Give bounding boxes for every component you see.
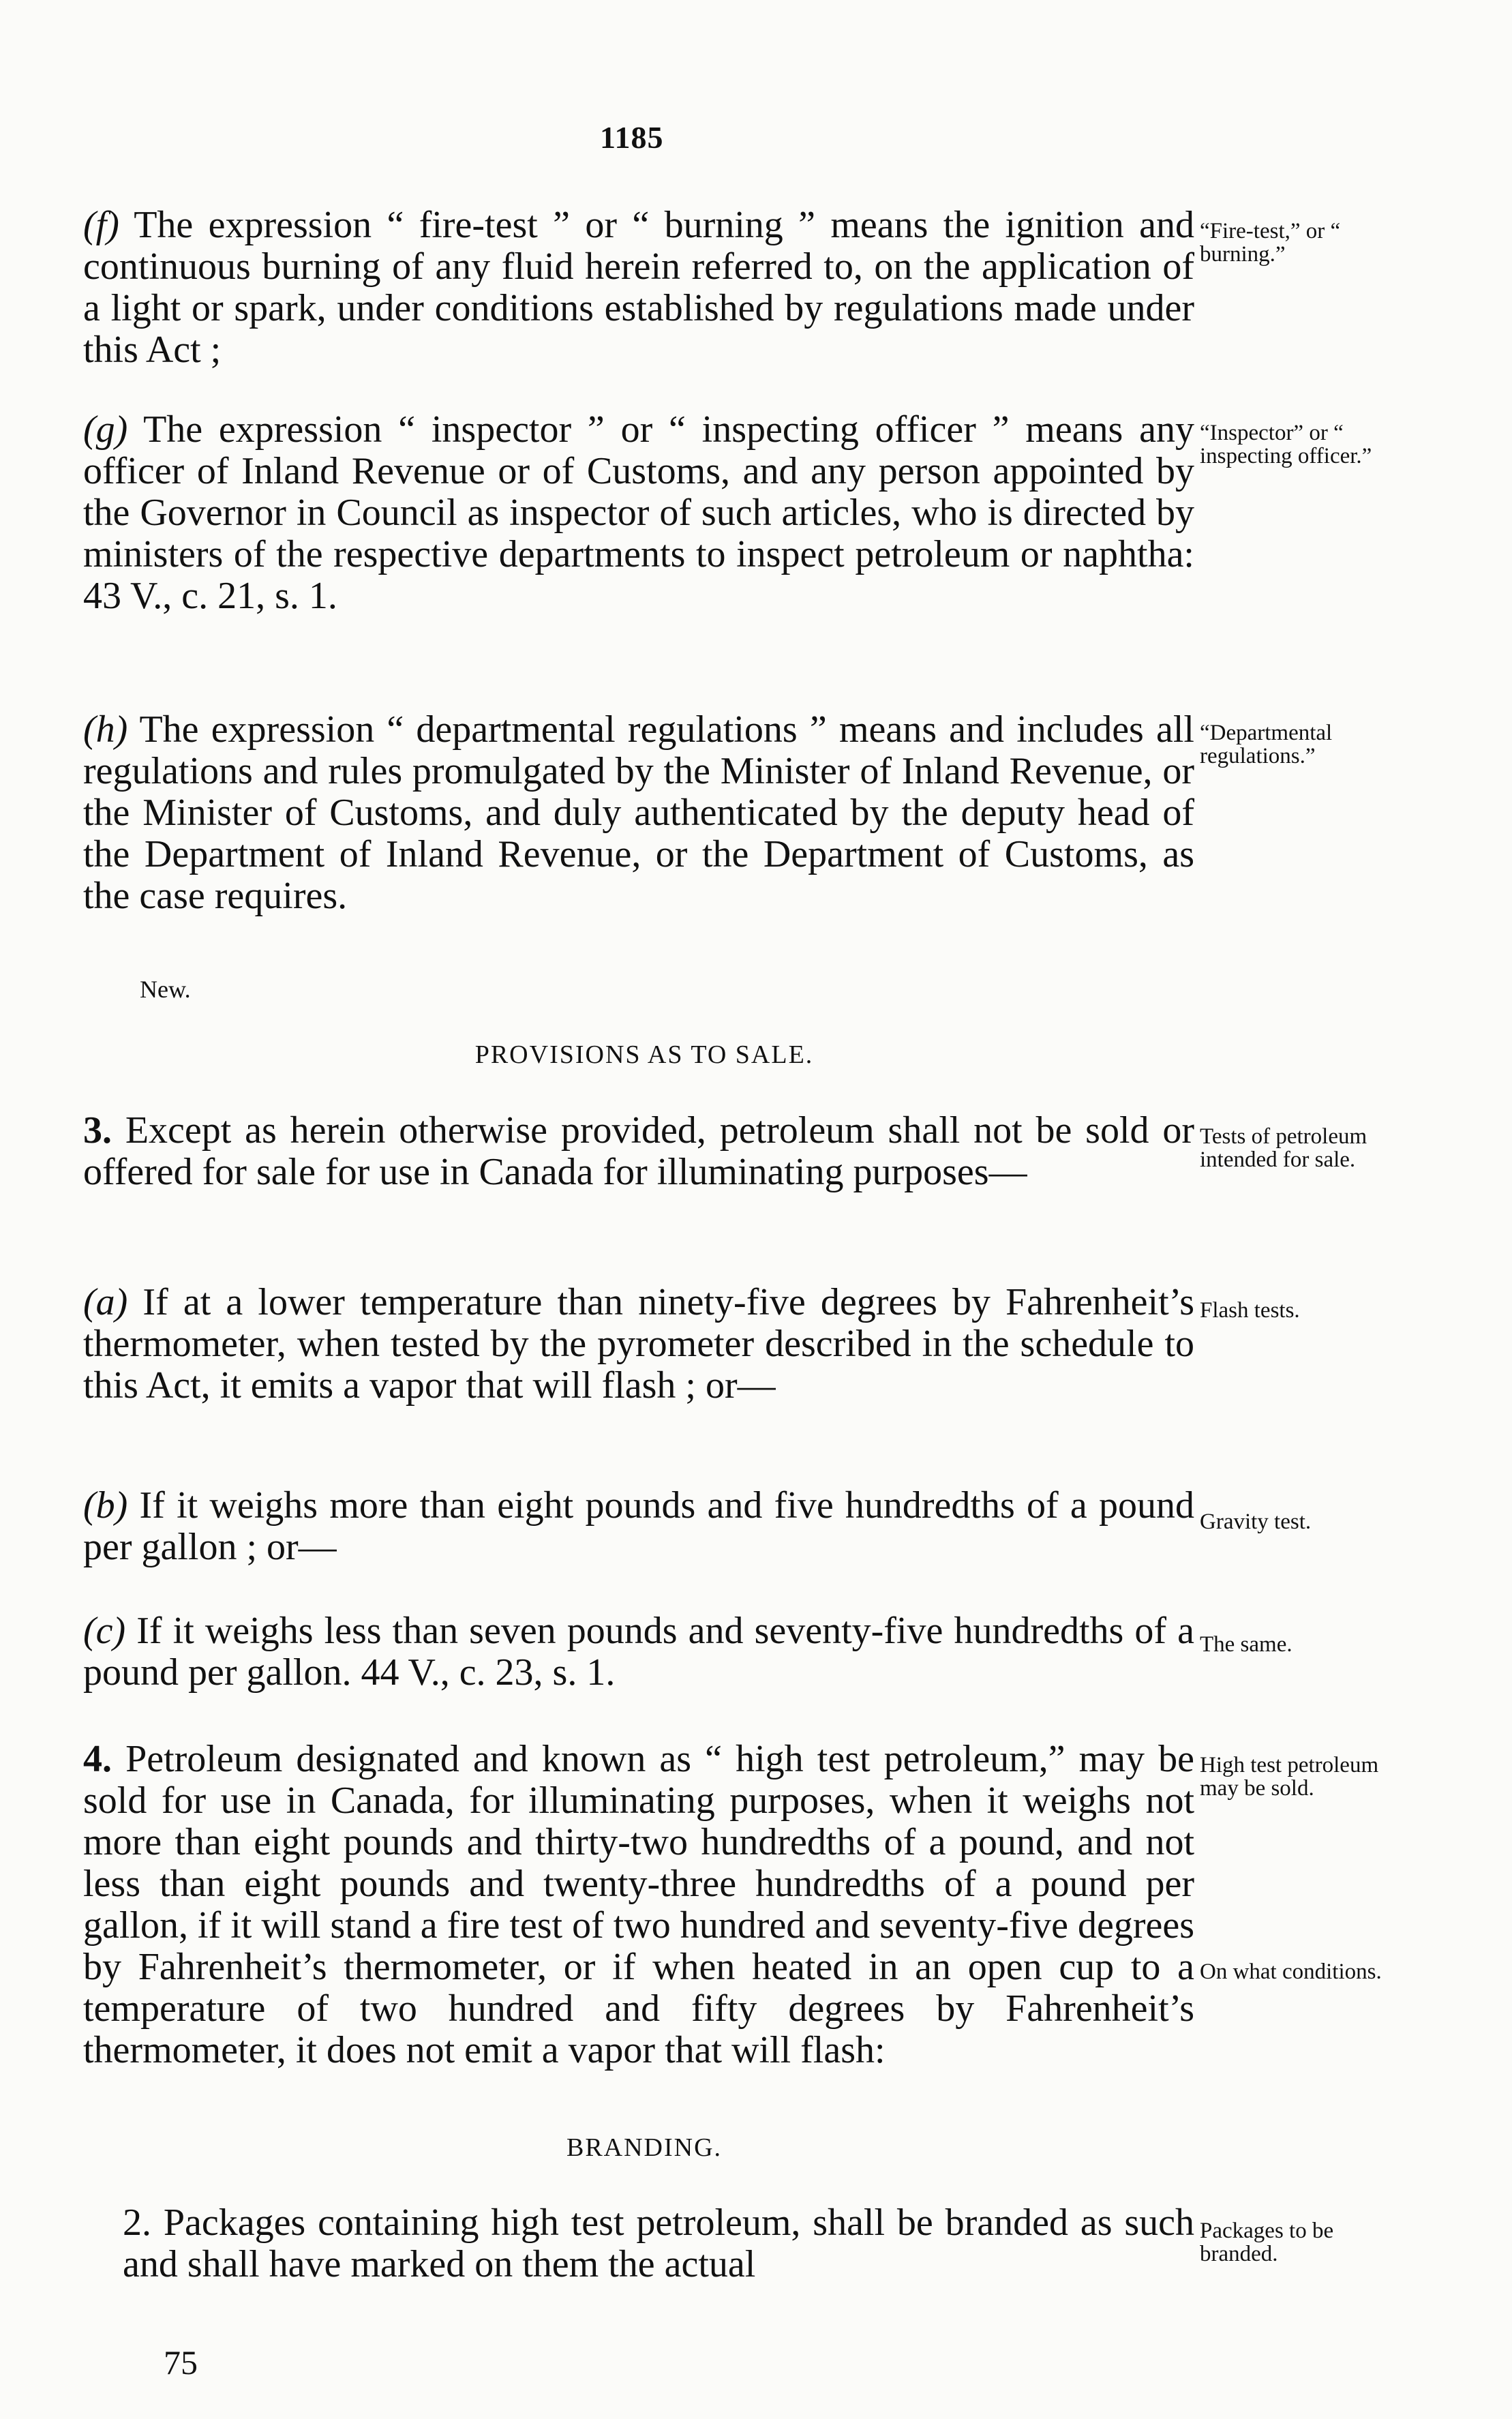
paragraph-text: If it weighs more than eight pounds and five hundredths of a pound per gallon ; or— xyxy=(83,1484,1194,1568)
paragraph-text: Except as herein otherwise provided, petroleum shall not be sold or offered for sale for use in Canada for illuminating purposes— xyxy=(83,1109,1194,1193)
clause-tag: (c) xyxy=(83,1610,126,1652)
margin-note-tests-of-petroleum: Tests of petroleum intended for sale. xyxy=(1200,1124,1367,1172)
paragraph-a xyxy=(83,1282,1194,1407)
paragraph-f xyxy=(83,205,1194,371)
section-number: 4. xyxy=(83,1738,112,1780)
new-marker: New. xyxy=(140,976,191,1003)
paragraph-text: The expression “ departmental regulations ” means and includes all regulations and rules promulgated by the Minister of Inland Revenue, or the Minister of Customs, and duly authenticated by the deputy head of the Department of Inland Revenue, or the Department of Customs, as the case requires. xyxy=(83,708,1194,917)
paragraph-text: If it weighs less than seven pounds and seventy-five hundredths of a pound per gallon. 44 V., c. 23, s. 1. xyxy=(83,1610,1194,1694)
margin-note-on-what-conditions: On what conditions. xyxy=(1200,1959,1382,1984)
signature-mark: 75 xyxy=(164,2343,198,2382)
margin-note-inspector: “Inspector” or “ inspecting officer.” xyxy=(1200,421,1372,468)
heading-branding: BRANDING. xyxy=(566,2133,723,2162)
clause-tag: (h) xyxy=(83,708,128,751)
section-number: 3. xyxy=(83,1109,112,1152)
section-3 xyxy=(83,1110,1194,1193)
paragraph-g xyxy=(83,409,1194,617)
paragraph-b xyxy=(83,1485,1194,1568)
clause-tag: (f) xyxy=(83,204,119,246)
paragraph-text: Petroleum designated and known as “ high test petroleum,” may be sold for use in Canada, for illuminating purposes, when it weighs not more than eight pounds and thirty-two hundredths of a pound, and not less than eight pounds and twenty-three hundredths of a pound per gallon, if it will stand a fire test of two hundred and seventy-five degrees by Fahrenheit’s thermometer, or if when heated in an open cup to a temperature of two hundred and fifty degrees by Fahrenheit’s thermometer, it does not emit a vapor that will flash: xyxy=(83,1738,1194,2071)
clause-tag: (b) xyxy=(83,1484,128,1527)
clause-tag: (g) xyxy=(83,408,128,451)
margin-note-departmental-regulations: “Departmental regulations.” xyxy=(1200,721,1333,768)
margin-note-flash-tests: Flash tests. xyxy=(1200,1298,1300,1323)
margin-note-high-test: High test petroleum may be sold. xyxy=(1200,1753,1379,1801)
paragraph-text: If at a lower temperature than ninety-five degrees by Fahrenheit’s thermometer, when tested by the pyrometer described in the schedule to this Act, it emits a vapor that will flash ; or— xyxy=(83,1281,1194,1407)
paragraph-text: The expression “ fire-test ” or “ burning ” means the ignition and continuous burning of any fluid herein referred to, on the application of a light or spark, under conditions established by regulations made under this Act ; xyxy=(83,204,1194,371)
margin-note-gravity-test: Gravity test. xyxy=(1200,1509,1312,1534)
subsection-2 xyxy=(123,2202,1194,2285)
section-4 xyxy=(83,1739,1194,2071)
clause-tag: (a) xyxy=(83,1281,128,1323)
margin-note-fire-test: “Fire-test,” or “ burning.” xyxy=(1200,219,1341,267)
margin-note-the-same: The same. xyxy=(1200,1632,1292,1657)
page-number: 1185 xyxy=(600,120,664,155)
paragraph-text: 2. Packages containing high test petroleum, shall be branded as such and shall have marked on them the actual xyxy=(123,2202,1194,2285)
margin-note-packages-branded: Packages to be branded. xyxy=(1200,2219,1334,2266)
paragraph-c xyxy=(83,1610,1194,1694)
paragraph-text: The expression “ inspector ” or “ inspecting officer ” means any officer of Inland Revenue or of Customs, and any person appointed by the Governor in Council as inspector of such articles, who is directed by ministers of the respective departments to inspect petroleum or naphtha: 43 V., c. 21, s. 1. xyxy=(83,408,1194,617)
heading-provisions-as-to-sale: PROVISIONS AS TO SALE. xyxy=(474,1040,814,1069)
paragraph-h xyxy=(83,709,1194,917)
